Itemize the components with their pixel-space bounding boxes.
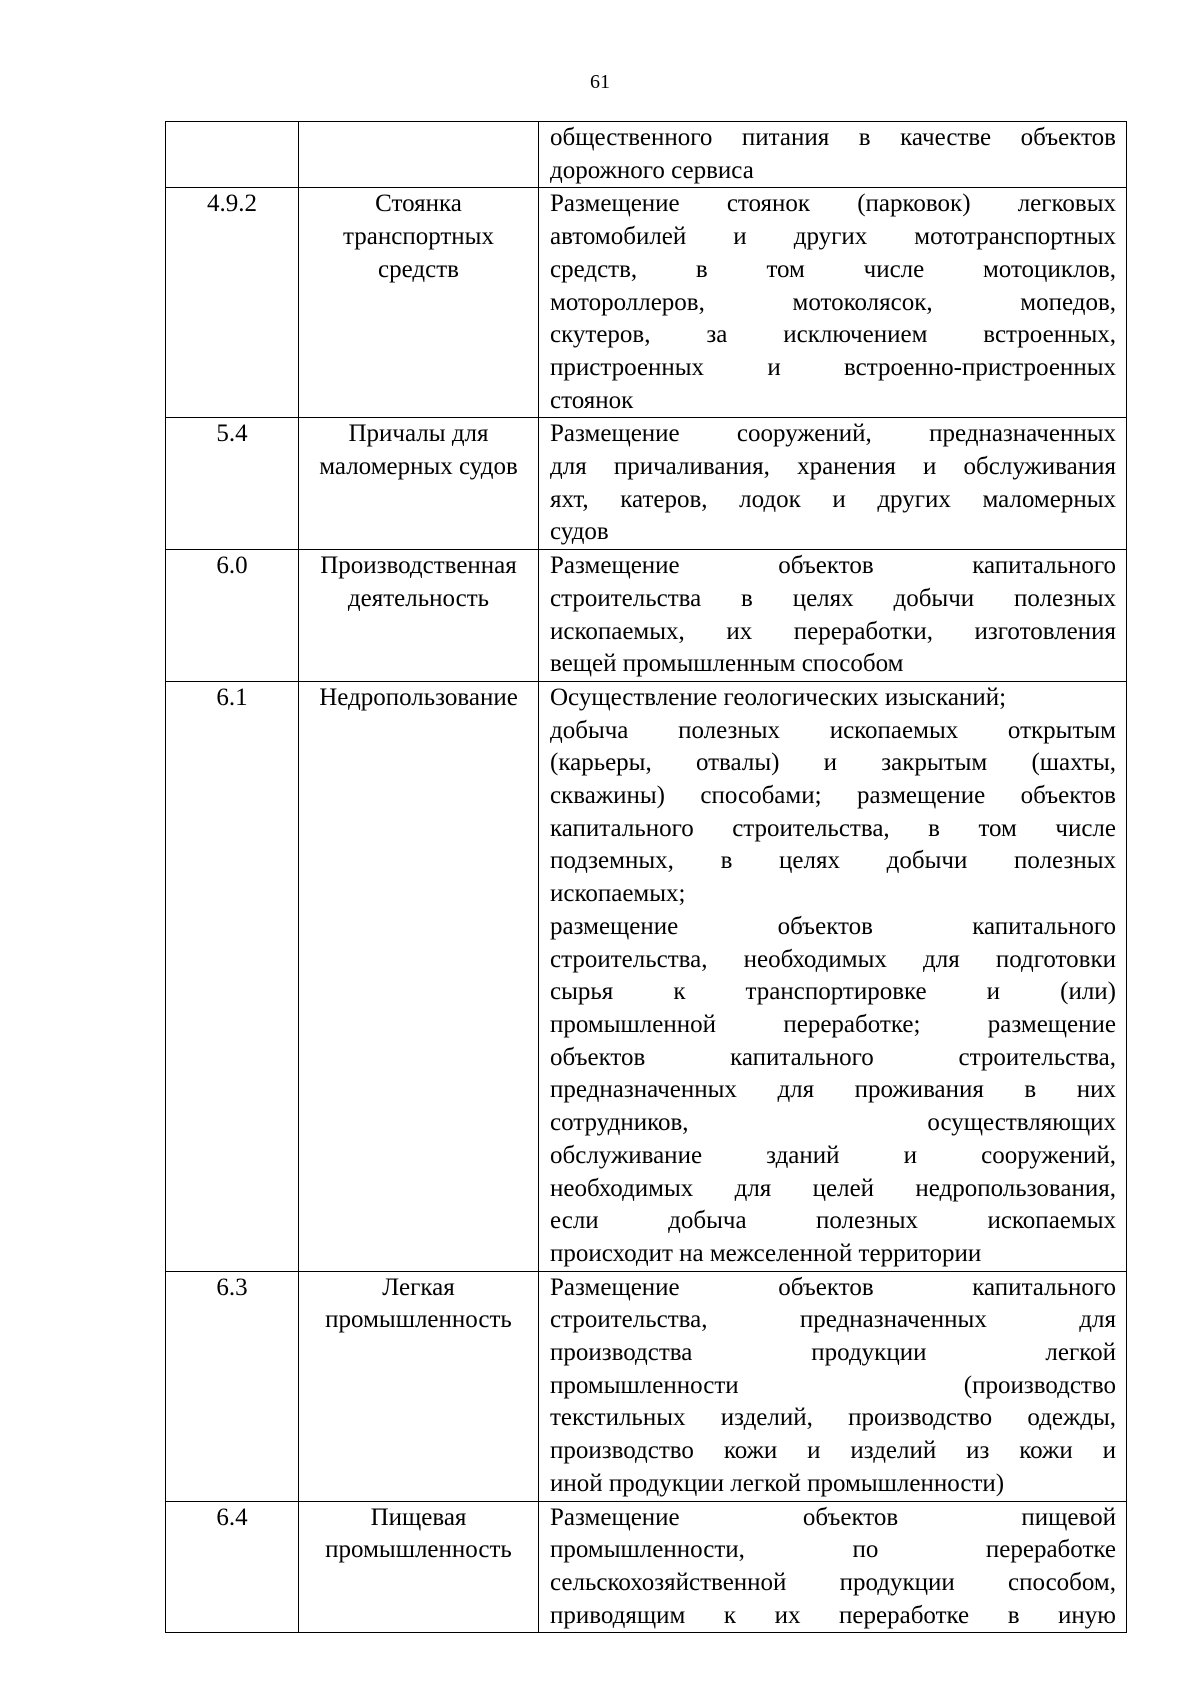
description-line: обслуживание зданий и сооружений,	[550, 1141, 1116, 1169]
description-line: Размещение стоянок (парковок) легковых	[550, 190, 1116, 218]
description-line: сырья к транспортировке и (или)	[550, 978, 1116, 1006]
description-line: Размещение объектов капитального	[550, 1273, 1116, 1301]
description-line: промышленности (производство	[550, 1371, 1116, 1399]
row-description-cell	[539, 1501, 1127, 1633]
table-row	[166, 550, 1127, 682]
description-line: для причаливания, хранения и обслуживания	[550, 453, 1116, 481]
description-line: добыча полезных ископаемых открытым	[550, 716, 1116, 744]
description-line: средств, в том числе мотоциклов,	[550, 255, 1116, 283]
description-line: Осуществление геологических изысканий;	[550, 683, 1007, 711]
row-description-cell	[539, 122, 1127, 188]
description-line: сотрудников, осуществляющих	[550, 1109, 1116, 1137]
description-line: приводящим к их переработке в иную	[550, 1601, 1116, 1629]
description-line: промышленной переработке; размещение	[550, 1010, 1116, 1038]
row-name-cell	[299, 550, 539, 682]
description-line: капитального строительства, в том числе	[550, 814, 1116, 842]
description-line: (карьеры, отвалы) и закрытым (шахты,	[550, 749, 1116, 777]
row-name-text: Производственная деятельность	[320, 552, 517, 612]
description-line: скважины) способами; размещение объектов	[550, 782, 1116, 810]
description-line: стоянок	[550, 386, 634, 414]
row-description-cell	[539, 681, 1127, 1271]
row-name-cell	[299, 122, 539, 188]
description-line: происходит на межселенной территории	[550, 1239, 982, 1267]
description-line: Размещение объектов пищевой	[550, 1503, 1116, 1531]
row-name-cell	[299, 418, 539, 550]
description-line: ископаемых;	[550, 880, 686, 908]
row-description-cell	[539, 418, 1127, 550]
page-number: 61	[590, 71, 610, 93]
description-line: промышленности, по переработке	[550, 1536, 1116, 1564]
table-row	[166, 1271, 1127, 1501]
description-line: строительства, предназначенных для	[550, 1306, 1116, 1334]
row-code-cell: 6.3	[166, 1271, 299, 1501]
description-line: пристроенных и встроенно-пристроенных	[550, 353, 1116, 381]
row-name-text: Пищевая промышленность	[325, 1503, 512, 1564]
description-line: подземных, в целях добычи полезных	[550, 847, 1116, 875]
description-line: размещение объектов капитального	[550, 912, 1116, 940]
description-line: предназначенных для проживания в них	[550, 1076, 1116, 1104]
row-name-cell	[299, 1501, 539, 1633]
row-name-text: Недропользование	[319, 683, 518, 711]
table-row	[166, 418, 1127, 550]
description-line: яхт, катеров, лодок и других маломерных	[550, 485, 1116, 513]
table-row	[166, 188, 1127, 418]
row-code-cell: 6.1	[166, 681, 299, 1271]
description-line: Размещение объектов капитального	[550, 552, 1116, 580]
table-row	[166, 122, 1127, 188]
description-line: скутеров, за исключением встроенных,	[550, 321, 1116, 349]
row-code-cell: 5.4	[166, 418, 299, 550]
description-line: судов	[550, 518, 609, 546]
description-line: мотороллеров, мотоколясок, мопедов,	[550, 288, 1116, 316]
table-row	[166, 1501, 1127, 1633]
description-line: строительства в целях добычи полезных	[550, 584, 1116, 612]
table-body	[166, 122, 1127, 1633]
description-line: текстильных изделий, производство одежды,	[550, 1404, 1116, 1432]
row-name-text: Стоянка транспортных средств	[343, 190, 494, 283]
description-line: сельскохозяйственной продукции способом,	[550, 1568, 1116, 1596]
description-line: строительства, необходимых для подготовки	[550, 945, 1116, 973]
description-line: если добыча полезных ископаемых	[550, 1207, 1116, 1235]
row-code-cell: 4.9.2	[166, 188, 299, 418]
row-description-cell	[539, 188, 1127, 418]
row-name-cell	[299, 1271, 539, 1501]
row-code-cell: 6.4	[166, 1501, 299, 1633]
row-name-cell	[299, 188, 539, 418]
description-line: общественного питания в качестве объектов	[550, 124, 1116, 151]
description-line: необходимых для целей недропользования,	[550, 1174, 1116, 1202]
row-name-text: Причалы для маломерных судов	[319, 420, 518, 481]
description-line: автомобилей и других мототранспортных	[550, 223, 1116, 251]
table-row	[166, 681, 1127, 1271]
row-description-cell	[539, 1271, 1127, 1501]
row-name-cell	[299, 681, 539, 1271]
description-line: иной продукции легкой промышленности)	[550, 1469, 1005, 1497]
description-line: вещей промышленным способом	[550, 650, 904, 678]
row-code-cell: 6.0	[166, 550, 299, 682]
row-code-cell	[166, 122, 299, 188]
description-line: ископаемых, их переработки, изготовления	[550, 617, 1116, 645]
land-use-table	[165, 121, 1127, 1633]
description-line: производство кожи и изделий из кожи и	[550, 1437, 1116, 1465]
row-description-cell	[539, 550, 1127, 682]
description-line: дорожного сервиса	[550, 156, 754, 184]
row-name-text: Легкая промышленность	[325, 1273, 512, 1334]
description-line: производства продукции легкой	[550, 1339, 1116, 1367]
description-line: объектов капитального строительства,	[550, 1043, 1116, 1071]
description-line: Размещение сооружений, предназначенных	[550, 420, 1116, 448]
